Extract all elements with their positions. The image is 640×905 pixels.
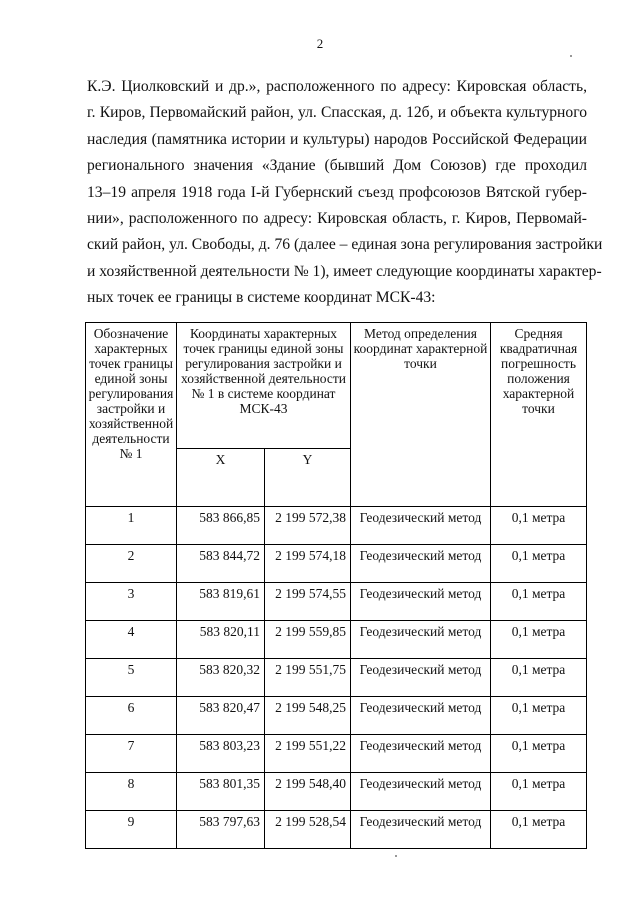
cell-point-number: 4 <box>86 621 177 659</box>
table-row <box>86 697 587 735</box>
paragraph-line: и хозяйственной деятельности № 1), имеет следующие координаты характер- <box>87 262 602 280</box>
table-row <box>86 811 587 849</box>
cell-error: 0,1 метра <box>491 545 587 583</box>
paragraph-line: нии», расположенного по адресу: Кировская область, г. Киров, Первомай- <box>87 210 587 228</box>
cell-error: 0,1 метра <box>491 583 587 621</box>
paragraph-line: К.Э. Циолковский и др.», расположенного по адресу: Кировская область, <box>87 78 587 95</box>
cell-method: Геодезический метод <box>351 583 491 621</box>
cell-y: 2 199 559,85 <box>265 621 351 659</box>
cell-method: Геодезический метод <box>351 735 491 773</box>
cell-point-number: 5 <box>86 659 177 697</box>
header-coordinates: Координаты характерных точек границы единой зоны регулирования застройки и хозяйственной деятельности № 1 в системе координат МСК-43 <box>177 323 351 449</box>
cell-point-number: 9 <box>86 811 177 849</box>
cell-x: 583 844,72 <box>177 545 265 583</box>
cell-method: Геодезический метод <box>351 507 491 545</box>
paragraph-line: ных точек ее границы в системе координат МСК-43: <box>87 289 436 307</box>
header-y: Y <box>265 449 351 507</box>
cell-method: Геодезический метод <box>351 659 491 697</box>
cell-point-number: 1 <box>86 507 177 545</box>
body-paragraph <box>87 74 603 312</box>
table-row <box>86 735 587 773</box>
table-row <box>86 621 587 659</box>
cell-x: 583 801,35 <box>177 773 265 811</box>
scan-speck <box>570 55 572 57</box>
page-number: 2 <box>316 36 324 51</box>
cell-point-number: 6 <box>86 697 177 735</box>
table-row <box>86 545 587 583</box>
header-method: Метод определения координат характерной точки <box>351 323 491 507</box>
cell-x: 583 819,61 <box>177 583 265 621</box>
header-error: Средняя квадратичная погрешность положения характерной точки <box>491 323 587 507</box>
cell-error: 0,1 метра <box>491 811 587 849</box>
cell-y: 2 199 548,40 <box>265 773 351 811</box>
table-row <box>86 507 587 545</box>
cell-y: 2 199 574,18 <box>265 545 351 583</box>
cell-method: Геодезический метод <box>351 697 491 735</box>
cell-method: Геодезический метод <box>351 811 491 849</box>
table-row <box>86 583 587 621</box>
cell-error: 0,1 метра <box>491 773 587 811</box>
cell-x: 583 797,63 <box>177 811 265 849</box>
coordinates-table <box>85 322 587 849</box>
cell-y: 2 199 551,22 <box>265 735 351 773</box>
cell-y: 2 199 572,38 <box>265 507 351 545</box>
cell-y: 2 199 574,55 <box>265 583 351 621</box>
cell-point-number: 3 <box>86 583 177 621</box>
cell-x: 583 820,32 <box>177 659 265 697</box>
paragraph-line: г. Киров, Первомайский район, ул. Спасская, д. 12б, и объекта культурного <box>87 104 587 122</box>
cell-error: 0,1 метра <box>491 507 587 545</box>
scan-speck <box>395 855 397 857</box>
cell-x: 583 866,85 <box>177 507 265 545</box>
cell-x: 583 820,11 <box>177 621 265 659</box>
paragraph-line: регионального значения «Здание (бывший Дом Союзов) где проходил <box>87 157 587 175</box>
cell-point-number: 8 <box>86 773 177 811</box>
cell-method: Геодезический метод <box>351 621 491 659</box>
cell-x: 583 820,47 <box>177 697 265 735</box>
table-row <box>86 659 587 697</box>
cell-error: 0,1 метра <box>491 697 587 735</box>
header-x: X <box>177 449 265 507</box>
cell-point-number: 2 <box>86 545 177 583</box>
cell-method: Геодезический метод <box>351 773 491 811</box>
table-body <box>86 507 587 849</box>
paragraph-line: ский район, ул. Свободы, д. 76 (далее – единая зона регулирования застройки <box>87 236 603 254</box>
paragraph-line: наследия (памятника истории и культуры) народов Российской Федерации <box>87 130 587 148</box>
table-header-row <box>86 323 587 449</box>
cell-y: 2 199 548,25 <box>265 697 351 735</box>
cell-error: 0,1 метра <box>491 621 587 659</box>
cell-error: 0,1 метра <box>491 735 587 773</box>
cell-y: 2 199 551,75 <box>265 659 351 697</box>
table-row <box>86 773 587 811</box>
cell-x: 583 803,23 <box>177 735 265 773</box>
cell-method: Геодезический метод <box>351 545 491 583</box>
cell-y: 2 199 528,54 <box>265 811 351 849</box>
cell-error: 0,1 метра <box>491 659 587 697</box>
cell-point-number: 7 <box>86 735 177 773</box>
paragraph-line: 13–19 апреля 1918 года I-й Губернский съезд профсоюзов Вятской губер- <box>87 183 587 201</box>
header-point-designation: Обозначение характерных точек границы единой зоны регулирования застройки и хозяйственной деятельности № 1 <box>86 323 177 507</box>
